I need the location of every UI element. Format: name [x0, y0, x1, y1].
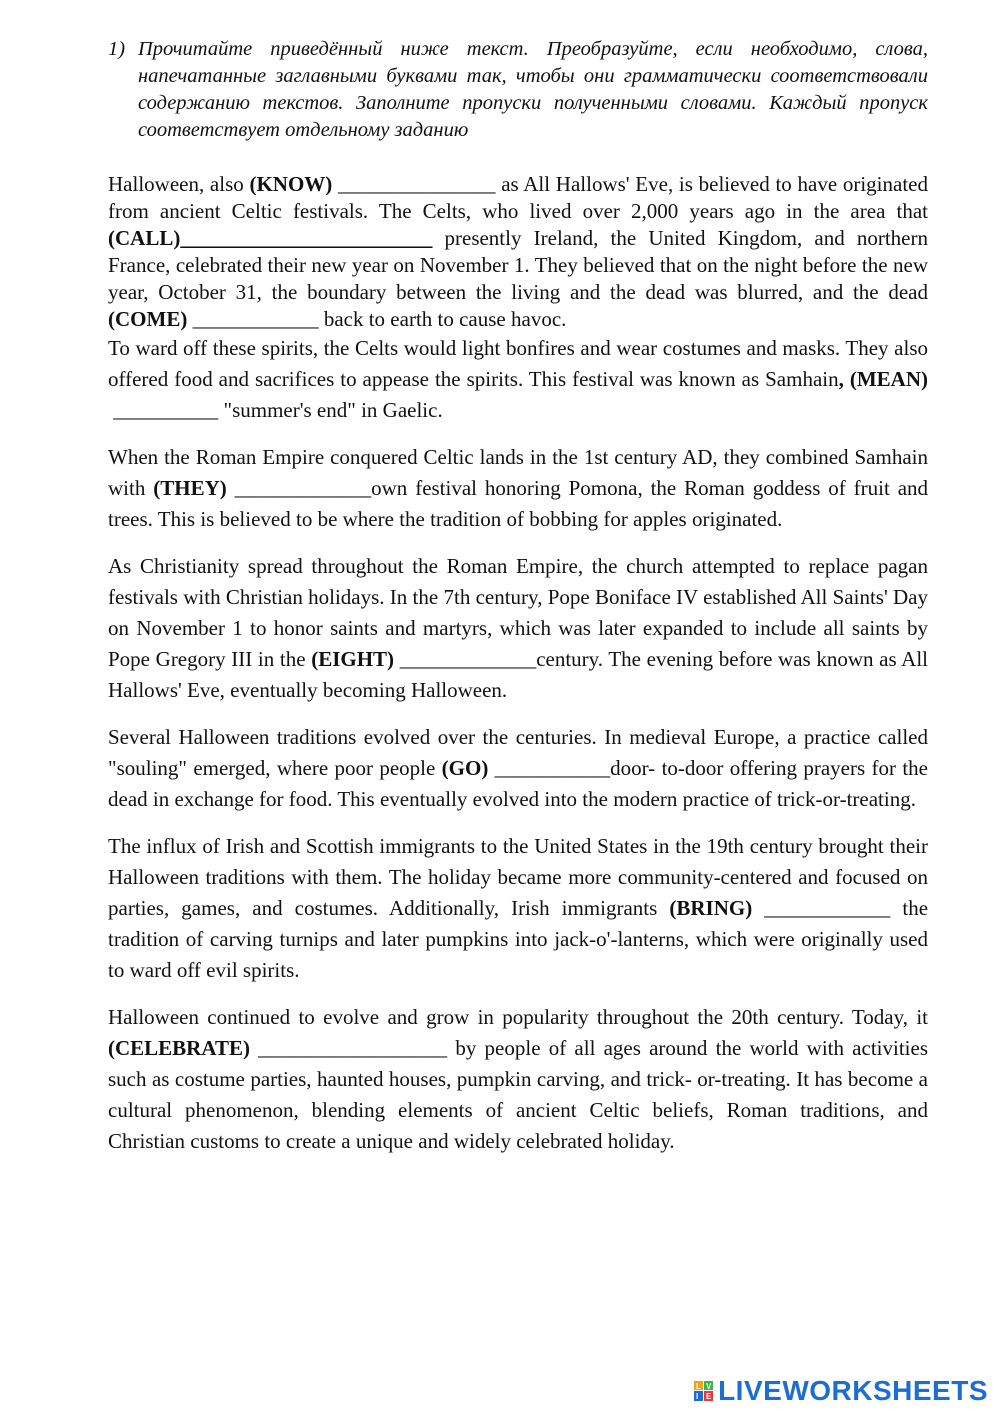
- keyword-go: (GO): [441, 756, 489, 780]
- keyword-mean: , (MEAN): [838, 367, 928, 391]
- keyword-come: (COME): [108, 307, 188, 331]
- paragraph-6: The influx of Irish and Scottish immigrants to the United States in the 19th century brought their Halloween traditions with them. The holiday became more community-centered and focused on parties, games, and costumes. Additionally, Irish immigrants (BRING) ____________ the tradition of carving turnips and later pumpkins into jack-o'-lanterns, which were originally used to ward off evil spirits.: [108, 834, 929, 982]
- keyword-eight: (EIGHT): [311, 647, 395, 671]
- svg-text:I: I: [696, 1392, 699, 1401]
- blank-they[interactable]: _____________: [226, 476, 372, 500]
- keyword-know: (KNOW): [249, 172, 333, 196]
- worksheet-text: [108, 171, 928, 1157]
- keyword-call-blank[interactable]: (CALL)________________________: [108, 226, 433, 250]
- blank-go[interactable]: ___________: [488, 756, 611, 780]
- paragraph-2: To ward off these spirits, the Celts would light bonfires and wear costumes and masks. They also offered food and sacrifices to appease the spirits. This festival was known as Samhain, (MEAN) __________ "summer's end" in Gaelic.: [108, 336, 928, 422]
- keyword-celebrate: (CELEBRATE): [108, 1036, 250, 1060]
- task-instruction-text: Прочитайте приведённый ниже текст. Преобразуйте, если необходимо, слова, напечатанные заглавными буквами так, чтобы они грамматически соответствовали содержанию текстов. Заполните пропуски полученными словами. Каждый пропуск соответствует отдельному заданию: [138, 38, 928, 141]
- keyword-they: (THEY): [153, 476, 227, 500]
- blank-celebrate[interactable]: __________________: [249, 1036, 456, 1060]
- task-number: 1): [108, 38, 126, 60]
- blank-mean[interactable]: __________: [108, 398, 224, 422]
- liveworksheets-logo-icon: [693, 1379, 715, 1403]
- svg-text:V: V: [706, 1382, 712, 1391]
- svg-text:E: E: [706, 1392, 712, 1401]
- paragraph-1: Halloween, also (KNOW) _______________ as All Hallows' Eve, is believed to have originated from ancient Celtic festivals. The Celts, who lived over 2,000 years ago in the area that (CALL)________________________ presently Ireland, the United Kingdom, and northern France, celebrated their new year on November 1. They believed that on the night before the new year, October 31, the boundary between the living and the dead was blurred, and the dead (COME) ____________ back to earth to cause havoc.: [108, 172, 928, 331]
- liveworksheets-logo[interactable]: [693, 1375, 988, 1407]
- paragraph-5: Several Halloween traditions evolved over the centuries. In medieval Europe, a practice called "souling" emerged, where poor people (GO) ___________door- to-door offering prayers for the dead in exchange for food. This eventually evolved into the modern practice of trick-or-treating.: [108, 725, 928, 811]
- task-instruction: [108, 36, 928, 144]
- svg-text:L: L: [696, 1382, 702, 1391]
- blank-come[interactable]: ____________: [187, 307, 324, 331]
- keyword-bring: (BRING): [669, 896, 753, 920]
- blank-know[interactable]: _______________: [332, 172, 502, 196]
- blank-bring[interactable]: ____________: [752, 896, 903, 920]
- blank-eight[interactable]: _____________: [394, 647, 537, 671]
- logo-text: LIVEWORKSHEETS: [718, 1375, 988, 1406]
- paragraph-3: When the Roman Empire conquered Celtic lands in the 1st century AD, they combined Samhain with (THEY) _____________own festival honoring Pomona, the Roman goddess of fruit and trees. This is believed to be where the tradition of bobbing for apples originated.: [108, 445, 929, 531]
- paragraph-7: Halloween continued to evolve and grow in popularity throughout the 20th century. Today, it (CELEBRATE) __________________ by people of all ages around the world with activities such as costume parties, haunted houses, pumpkin carving, and trick- or-treating. It has become a cultural phenomenon, blending elements of ancient Celtic beliefs, Roman traditions, and Christian customs to create a unique and widely celebrated holiday.: [108, 1005, 928, 1153]
- paragraph-4: As Christianity spread throughout the Roman Empire, the church attempted to replace pagan festivals with Christian holidays. In the 7th century, Pope Boniface IV established All Saints' Day on November 1 to honor saints and martyrs, which was later expanded to include all saints by Pope Gregory III in the (EIGHT) _____________century. The evening before was known as All Hallows' Eve, eventually becoming Halloween.: [108, 554, 928, 702]
